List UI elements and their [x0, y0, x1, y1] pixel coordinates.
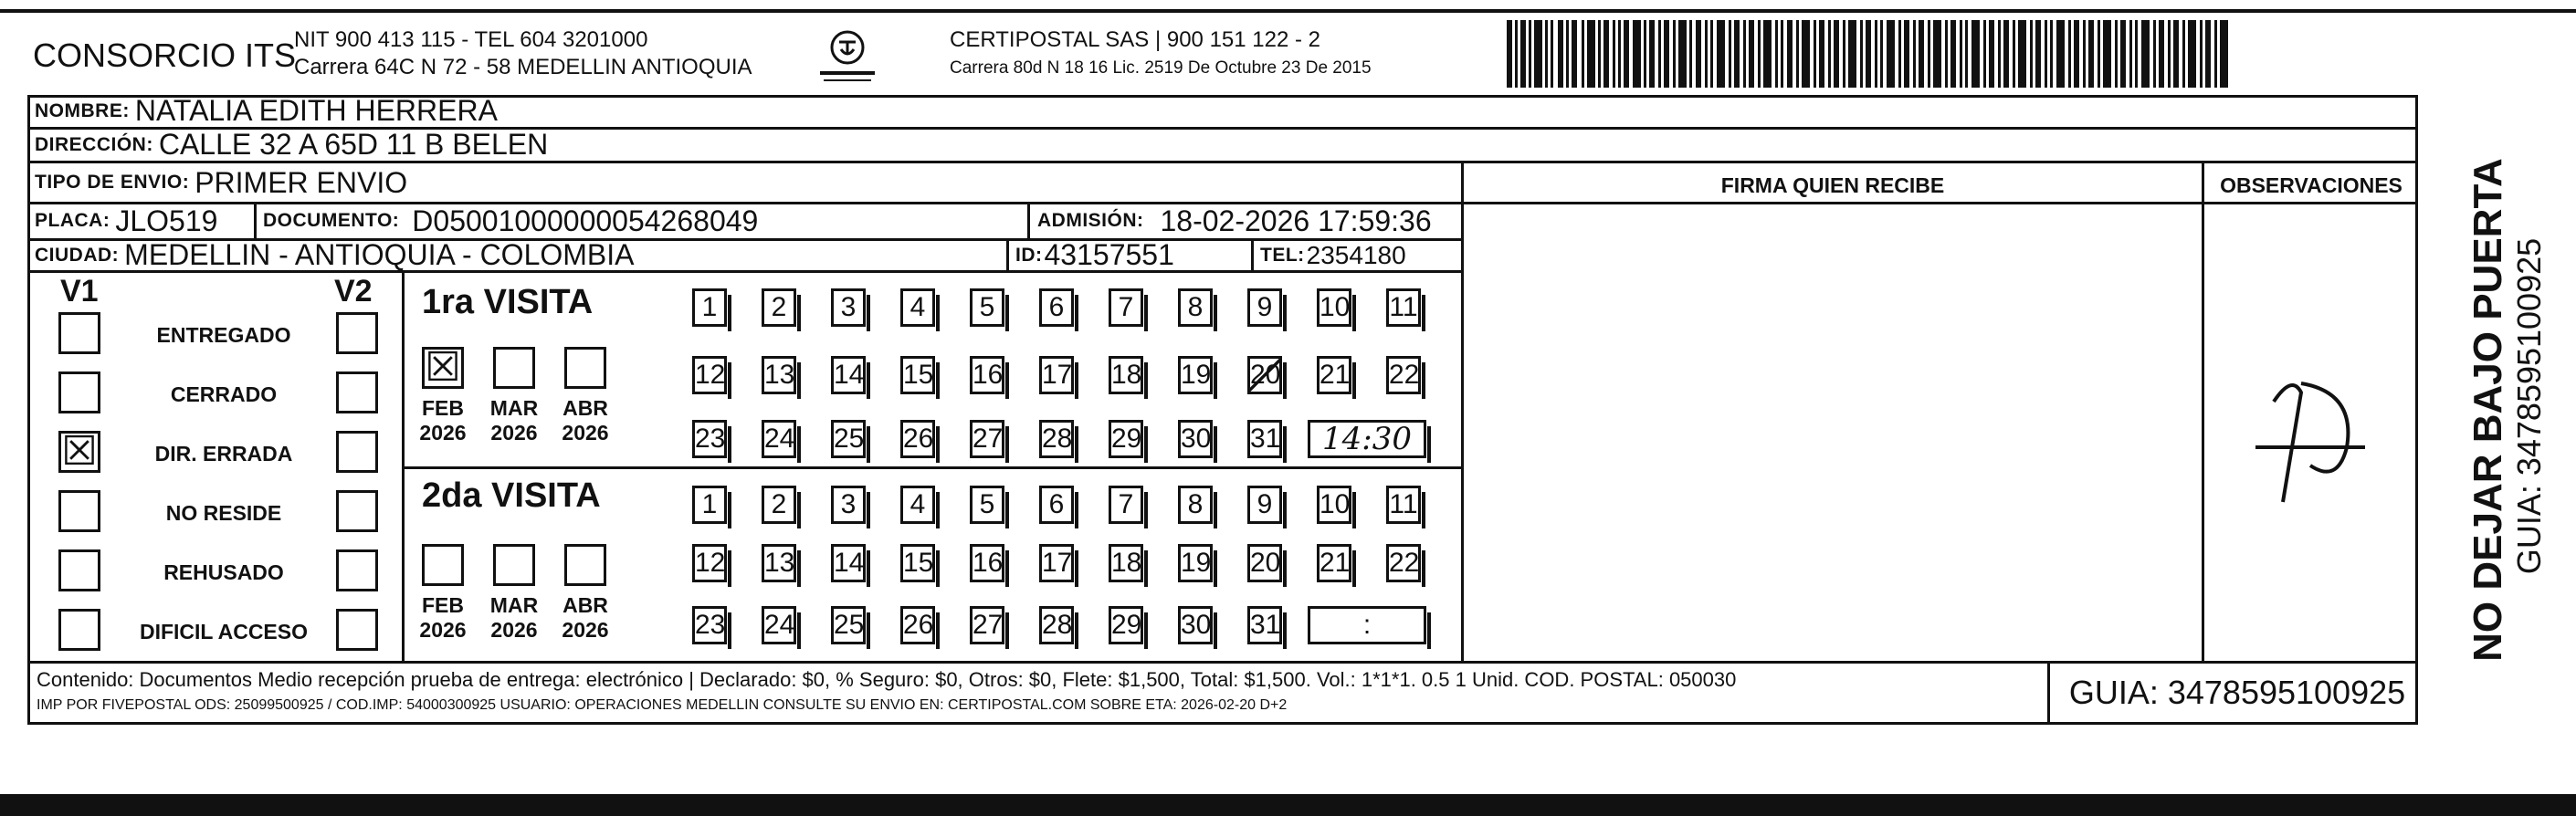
status-label: REHUSADO — [163, 560, 284, 584]
rule-before-footer — [27, 661, 2418, 664]
certipostal-logo — [815, 27, 880, 86]
id-value: 43157551 — [1044, 238, 1174, 271]
documento-row — [263, 203, 758, 239]
day-box[interactable]: 27 — [970, 420, 1004, 458]
day-box[interactable]: 20 — [1247, 356, 1282, 394]
month-label — [484, 396, 544, 445]
company-address: Carrera 64C N 72 - 58 MEDELLIN ANTIOQUIA — [294, 55, 752, 79]
company-nit: NIT 900 413 115 - TEL 604 3201000 — [294, 27, 648, 52]
month-name: ABR — [563, 396, 608, 420]
day-box[interactable]: 17 — [1039, 544, 1074, 582]
footer-imp: IMP POR FIVEPOSTAL ODS: 25099500925 / COD.IMP: 54000300925 USUARIO: OPERACIONES MEDELLIN CONSULTE SU ENVIO EN: CERTIPOSTAL.COM SOBRE ETA: 2026-02-20 D+2 — [37, 697, 1288, 713]
id-row — [1015, 239, 1174, 271]
day-box[interactable]: 12 — [692, 356, 727, 394]
month-year: 2026 — [490, 421, 538, 445]
footer-guia: GUIA: 3478595100925 — [2068, 674, 2406, 711]
barcode-icon — [1507, 20, 2230, 88]
tel-label: TEL: — [1260, 244, 1305, 266]
v1-header: V1 — [60, 274, 99, 309]
month-year: 2026 — [562, 421, 609, 445]
day-box[interactable]: 28 — [1039, 606, 1074, 644]
day-box[interactable]: 29 — [1109, 420, 1143, 458]
status-label: DIFICIL ACCESO — [139, 620, 308, 643]
day-box[interactable]: 7 — [1109, 486, 1143, 524]
direccion-label: DIRECCIÓN: — [35, 133, 153, 155]
day-box[interactable]: 19 — [1178, 544, 1213, 582]
v1-checkbox[interactable] — [58, 490, 100, 532]
day-box[interactable]: 22 — [1386, 544, 1421, 582]
id-label: ID: — [1015, 244, 1043, 266]
day-box[interactable]: 8 — [1178, 486, 1213, 524]
day-box[interactable]: 30 — [1178, 420, 1213, 458]
day-box[interactable]: 22 — [1386, 356, 1421, 394]
day-box[interactable]: 13 — [762, 356, 796, 394]
status-label: NO RESIDE — [165, 501, 282, 525]
status-label: CERRADO — [170, 382, 278, 406]
day-box[interactable]: 16 — [970, 356, 1004, 394]
certipostal-line: CERTIPOSTAL SAS | 900 151 122 - 2 — [950, 27, 1320, 52]
rule-tel-split — [1251, 238, 1254, 270]
tipo-label: TIPO DE ENVIO: — [35, 172, 190, 193]
company-name: CONSORCIO ITS — [33, 37, 297, 74]
day-box[interactable]: 26 — [900, 420, 935, 458]
side-text — [2420, 95, 2566, 725]
day-box[interactable]: 23 — [692, 606, 727, 644]
ciudad-value: MEDELLIN - ANTIOQUIA - COLOMBIA — [124, 238, 635, 271]
day-box[interactable]: 18 — [1109, 356, 1143, 394]
month-checkbox[interactable] — [564, 544, 606, 586]
day-box[interactable]: 9 — [1247, 288, 1282, 327]
day-box[interactable]: 2 — [762, 486, 796, 524]
day-box[interactable]: 30 — [1178, 606, 1213, 644]
barcode — [1507, 20, 2230, 88]
day-box[interactable]: 31 — [1247, 420, 1282, 458]
day-box[interactable]: 9 — [1247, 486, 1282, 524]
day-box[interactable]: 27 — [970, 606, 1004, 644]
v1-checkbox[interactable] — [58, 312, 100, 354]
day-box[interactable]: 11 — [1386, 486, 1421, 524]
v2-header: V2 — [334, 274, 373, 309]
observaciones-header: OBSERVACIONES — [2220, 173, 2403, 197]
month-name: MAR — [489, 593, 539, 617]
time-box[interactable]: : — [1308, 606, 1426, 644]
day-box[interactable]: 3 — [831, 486, 866, 524]
rule-status-split — [402, 270, 405, 661]
month-year: 2026 — [419, 421, 467, 445]
day-box[interactable]: 25 — [831, 420, 866, 458]
ciudad-row — [35, 239, 634, 271]
v2-checkbox[interactable] — [336, 371, 378, 413]
day-box[interactable]: 25 — [831, 606, 866, 644]
v2-checkbox[interactable] — [336, 549, 378, 591]
v2-checkbox[interactable] — [336, 431, 378, 473]
admision-value: 18-02-2026 17:59:36 — [1160, 204, 1432, 237]
rule-mid-visits — [402, 466, 1463, 469]
day-box[interactable]: 2 — [762, 288, 796, 327]
month-name: ABR — [563, 593, 608, 617]
month-label — [555, 396, 615, 445]
side-no-dejar: NO DEJAR BAJO PUERTA — [2466, 158, 2510, 662]
nombre-row — [35, 95, 498, 127]
status-label: DIR. ERRADA — [154, 442, 293, 466]
v2-checkbox[interactable] — [336, 312, 378, 354]
month-checkbox[interactable] — [564, 347, 606, 389]
day-box[interactable]: 17 — [1039, 356, 1074, 394]
tipo-value: PRIMER ENVIO — [195, 165, 408, 199]
tel-row — [1260, 239, 1406, 271]
month-name: FEB — [422, 396, 464, 420]
direccion-row — [35, 129, 548, 161]
day-box[interactable]: 1 — [692, 486, 727, 524]
nombre-value: NATALIA EDITH HERRERA — [134, 94, 498, 127]
day-box[interactable]: 10 — [1317, 486, 1351, 524]
day-box[interactable]: 5 — [970, 486, 1004, 524]
day-box[interactable]: 6 — [1039, 288, 1074, 327]
month-label — [413, 396, 473, 445]
rule-firma-header — [1461, 202, 2418, 204]
day-box[interactable]: 10 — [1317, 288, 1351, 327]
first-visit-title: 1ra VISITA — [422, 283, 594, 321]
bottom-rule — [0, 794, 2576, 816]
day-box[interactable]: 7 — [1109, 288, 1143, 327]
v2-checkbox[interactable] — [336, 609, 378, 651]
day-box[interactable]: 15 — [900, 544, 935, 582]
day-box[interactable]: 15 — [900, 356, 935, 394]
top-rule — [0, 9, 2576, 13]
day-box[interactable]: 29 — [1109, 606, 1143, 644]
placa-label: PLACA: — [35, 210, 110, 231]
month-label — [484, 593, 544, 643]
day-box[interactable]: 5 — [970, 288, 1004, 327]
day-box[interactable]: 12 — [692, 544, 727, 582]
day-box[interactable]: 14 — [831, 544, 866, 582]
documento-value: D05001000000054268049 — [412, 204, 759, 237]
day-box[interactable]: 16 — [970, 544, 1004, 582]
tipo-row — [35, 164, 407, 201]
month-label — [555, 593, 615, 643]
day-box[interactable]: 14 — [831, 356, 866, 394]
rule-obs-left — [2202, 161, 2204, 661]
day-box[interactable]: 4 — [900, 288, 935, 327]
certipostal-sub: Carrera 80d N 18 16 Lic. 2519 De Octubre 23 De 2015 — [950, 58, 1372, 78]
day-box[interactable]: 21 — [1317, 544, 1351, 582]
v1-checkbox[interactable] — [58, 549, 100, 591]
admision-row — [1037, 203, 1432, 239]
day-box[interactable]: 21 — [1317, 356, 1351, 394]
day-box[interactable]: 8 — [1178, 288, 1213, 327]
direccion-value: CALLE 32 A 65D 11 B BELEN — [158, 128, 549, 161]
day-box[interactable]: 4 — [900, 486, 935, 524]
side-guia: GUIA: 3478595100925 — [2510, 237, 2548, 575]
documento-label: DOCUMENTO: — [263, 210, 400, 231]
rule-placa-split — [254, 202, 257, 238]
day-box[interactable]: 24 — [762, 420, 796, 458]
day-box[interactable]: 13 — [762, 544, 796, 582]
footer-contenido: Contenido: Documentos Medio recepción prueba de entrega: electrónico | Declarado: $0, % Seguro: $0, Otros: $0, Flete: $1,500, Total: $1,500. Vol.: 1*1*1. 0.5 1 Unid. COD. POSTAL: 050030 — [37, 668, 1737, 691]
certipostal-logo-icon — [815, 27, 880, 86]
month-label — [413, 593, 473, 643]
month-year: 2026 — [562, 618, 609, 642]
day-box[interactable]: 3 — [831, 288, 866, 327]
day-box[interactable]: 26 — [900, 606, 935, 644]
status-label: ENTREGADO — [156, 323, 291, 347]
time-box[interactable]: 14:30 — [1308, 420, 1426, 458]
observacion-signature — [2246, 347, 2374, 520]
second-visit-title: 2da VISITA — [422, 476, 601, 515]
day-box[interactable]: 18 — [1109, 544, 1143, 582]
rule-firma-left — [1461, 161, 1464, 661]
day-box[interactable]: 31 — [1247, 606, 1282, 644]
day-box[interactable]: 6 — [1039, 486, 1074, 524]
day-box[interactable]: 24 — [762, 606, 796, 644]
rule-guia-split — [2047, 661, 2050, 725]
month-checkbox[interactable]: ☒ — [422, 347, 464, 389]
placa-row — [35, 203, 217, 239]
day-box[interactable]: 19 — [1178, 356, 1213, 394]
nombre-label: NOMBRE: — [35, 99, 130, 121]
month-checkbox[interactable] — [493, 544, 535, 586]
v1-checkbox[interactable] — [58, 371, 100, 413]
placa-value: JLO519 — [115, 204, 218, 237]
day-box[interactable]: 28 — [1039, 420, 1074, 458]
rule-id-split — [1006, 238, 1009, 270]
ciudad-label: CIUDAD: — [35, 244, 120, 266]
month-year: 2026 — [490, 618, 538, 642]
firma-header: FIRMA QUIEN RECIBE — [1720, 173, 1945, 197]
tel-value: 2354180 — [1306, 240, 1406, 269]
day-box[interactable]: 20 — [1247, 544, 1282, 582]
month-year: 2026 — [419, 618, 467, 642]
observacion-sign-text — [2246, 347, 2247, 348]
day-box[interactable]: 23 — [692, 420, 727, 458]
signature-mark-icon — [2246, 347, 2374, 520]
day-box[interactable]: 1 — [692, 288, 727, 327]
month-name: MAR — [489, 396, 539, 420]
month-checkbox[interactable] — [493, 347, 535, 389]
day-box[interactable]: 11 — [1386, 288, 1421, 327]
month-checkbox[interactable] — [422, 544, 464, 586]
month-name: FEB — [422, 593, 464, 617]
admision-label: ADMISIÓN: — [1037, 210, 1144, 231]
v1-checkbox[interactable] — [58, 609, 100, 651]
v1-checkbox[interactable]: ☒ — [58, 431, 100, 473]
rule-admision-split — [1027, 202, 1030, 238]
v2-checkbox[interactable] — [336, 490, 378, 532]
